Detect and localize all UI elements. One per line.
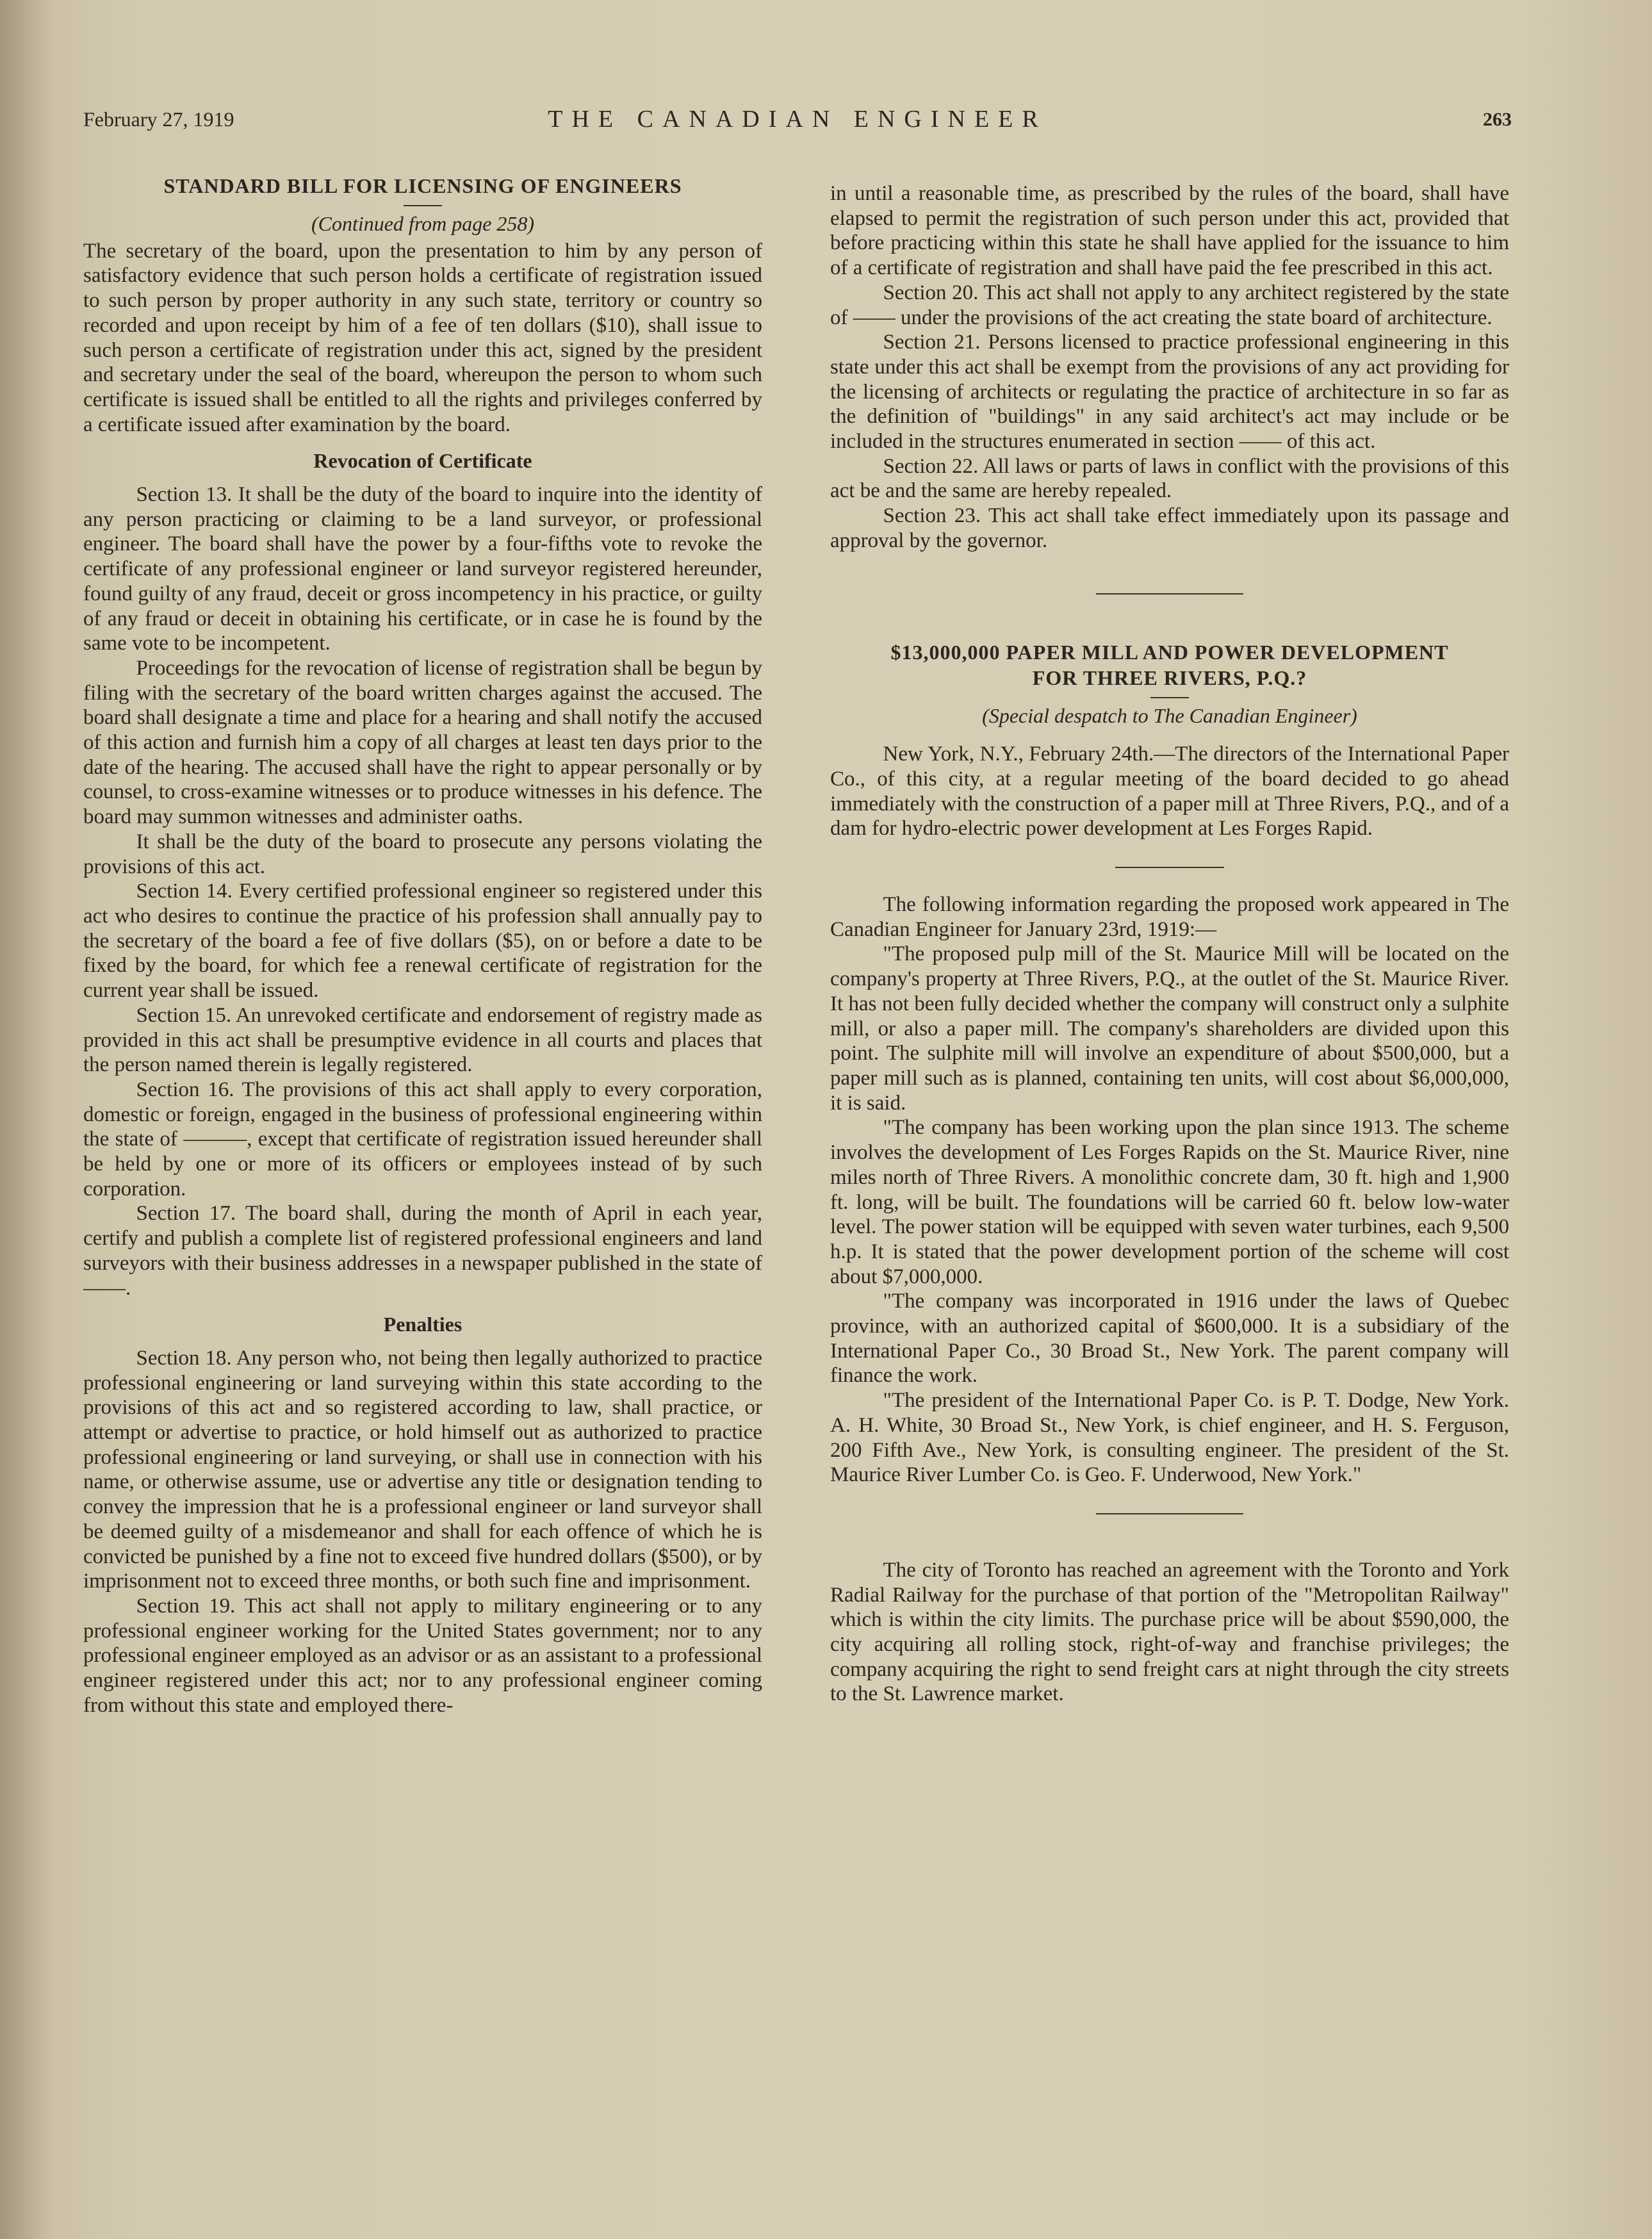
paragraph-quote-plan: "The company has been working upon the plan since 1913. The scheme involves the development of Les Forges Rapids on the St. Maurice River, nine miles north of Three Rivers. A monolithic concrete dam, 30 ft. high and 1,900 ft. long, will be built. The foundations will be carried 60 ft. below low-water level. The power station will be equipped with seven water turbines, each 9,500 h.p. It is stated that the power development portion of the scheme will cost about $7,000,000. xyxy=(830,1116,1509,1288)
journal-title: THE CANADIAN ENGINEER xyxy=(548,106,1047,133)
paragraph-section-15: Section 15. An unrevoked certificate and endorsement of registry made as provided in this act shall be presumptive evidence in all courts and places that the person named therein is legally registered. xyxy=(83,1003,762,1077)
title-rule xyxy=(1150,697,1189,698)
paragraph-section-14: Section 14. Every certified professional engineer so registered under this act who desires to continue the practice of his profession shall annually pay to the secretary of the board a fee of five dollars ($5), on or before a date to be fixed by the board, for which fee a renewal certificate of registration for the current year shall be issued. xyxy=(83,880,762,1003)
paragraph-quote-incorporated: "The company was incorporated in 1916 under the laws of Quebec province, with an authorized capital of $600,000. It is a subsidiary of the International Paper Co., 30 Broad St., New York. The parent company will finance the work. xyxy=(830,1290,1509,1388)
binding-shadow xyxy=(0,0,51,2239)
left-column xyxy=(83,173,762,1718)
section-separator xyxy=(1115,867,1224,868)
paragraph-new-york: New York, N.Y., February 24th.—The directors of the International Paper Co., of this city, at a regular meeting of the board decided to go ahead immediately with the construction of a paper mill at Three Rivers, P.Q., and of a dam for hydro-electric power development at Les Forges Rapid. xyxy=(830,742,1509,841)
continued-note: (Continued from page 258) xyxy=(311,212,535,235)
article-title: STANDARD BILL FOR LICENSING OF ENGINEERS xyxy=(163,174,682,197)
page-header xyxy=(83,105,1512,144)
paragraph-registration: The secretary of the board, upon the presentation to him by any person of satisfactory evidence that such person holds a certificate of registration issued to such person by proper authority in any such state, territory or country so recorded and upon receipt by him of a fee of ten dollars ($10), shall issue to such person a certificate of registration under this act, signed by the president and secretary under the seal of the board, whereupon the person to whom such certificate is issued shall be entitled to all the rights and privileges conferred by a certificate issued after examination by the board. xyxy=(83,239,762,436)
paragraph-toronto: The city of Toronto has reached an agreement with the Toronto and York Radial Railway for the purchase of that portion of the "Metropolitan Railway" which is within the city limits. The purchase price will be about $590,000, the city acquiring all rolling stock, right-of-way and franchise privileges; the company acquiring the right to send freight cars at night through the city streets to the St. Lawrence market. xyxy=(830,1558,1509,1706)
paper-mill-title-line-1: $13,000,000 PAPER MILL AND POWER DEVELOPMENT xyxy=(890,640,1449,664)
paragraph-section-23: Section 23. This act shall take effect immediately upon its passage and approval by the governor. xyxy=(830,504,1509,552)
paragraph-section-16: Section 16. The provisions of this act shall apply to every corporation, domestic or foreign, engaged in the business of professional engineering within the state of ———, except that certificate of registration issued hereunder shall be held by one or more of its officers or employees instead of by such corporation. xyxy=(83,1078,762,1201)
paragraph-section-13: Section 13. It shall be the duty of the board to inquire into the identity of any person practicing or claiming to be a land surveyor, or professional engineer. The board shall have the power by a four-fifths vote to revoke the certificate of any professional engineer or land surveyor registered hereunder, found guilty of any fraud, deceit or gross incompetency in his practice, or guilty of any fraud or deceit in obtaining his certificate, or in case he is found by the same vote to be incompetent. xyxy=(83,483,762,655)
title-rule xyxy=(404,205,442,206)
issue-date: February 27, 1919 xyxy=(83,108,234,131)
paragraph-section-18: Section 18. Any person who, not being then legally authorized to practice professional engineering or land surveying within this state according to the provisions of this act and so registered according to law, shall practice, or attempt or advertise to practice, or hold himself out as authorized to practice professional engineering or land surveying, or shall use in connection with his name, or otherwise assume, use or advertise any title or designation tending to convey the impression that he is a professional engineer or land surveyor shall be deemed guilty of a misdemeanor and shall for each offence of which he is convicted be punished by a fine not to exceed five hundred dollars ($500), or by imprisonment not to exceed three months, or both such fine and imprisonment. xyxy=(83,1346,762,1593)
section-separator xyxy=(1096,1513,1243,1514)
heading-penalties: Penalties xyxy=(383,1313,462,1336)
paragraph-following: The following information regarding the proposed work appeared in The Canadian Engineer for January 23rd, 1919:— xyxy=(830,893,1509,941)
despatch-note: (Special despatch to The Canadian Engineer) xyxy=(982,703,1357,727)
paragraph-section-17: Section 17. The board shall, during the month of April in each year, certify and publish a complete list of registered professional engineers and land surveyors with their business addresses in a newspaper published in the state of ——. xyxy=(83,1202,762,1300)
paragraph-continuation: in until a reasonable time, as prescribed by the rules of the board, shall have elapsed to permit the registration of such person under this act, provided that before practicing within this state he shall have applied for the issuance to him of a certificate of registration and shall have paid the fee prescribed in this act. xyxy=(830,182,1509,280)
paper-mill-title-line-2: FOR THREE RIVERS, P.Q.? xyxy=(1032,666,1307,689)
right-column xyxy=(830,181,1509,1707)
paragraph-section-21: Section 21. Persons licensed to practice professional engineering in this state under this act shall be exempt from the provisions of any act providing for the licensing of architects or regulating the practice of architecture in so far as the definition of "buildings" in any said architect's act may include or be included in the structures enumerated in section —— of this act. xyxy=(830,331,1509,454)
paragraph-quote-president: "The president of the International Paper Co. is P. T. Dodge, New York. A. H. White, 30 Broad St., New York, is chief engineer, and H. S. Ferguson, 200 Fifth Ave., New York, is consulting engineer. The president of the St. Maurice River Lumber Co. is Geo. F. Underwood, New York." xyxy=(830,1389,1509,1487)
paragraph-section-22: Section 22. All laws or parts of laws in conflict with the provisions of this act be and the same are hereby repealed. xyxy=(830,454,1509,503)
paragraph-quote-pulp-mill: "The proposed pulp mill of the St. Maurice Mill will be located on the company's property at Three Rivers, P.Q., at the outlet of the St. Maurice River. It has not been fully decided whether the company will construct only a sulphite mill, or also a paper mill. The company's shareholders are divided upon this point. The sulphite mill will involve an expenditure of about $500,000, but a paper mill such as is planned, containing ten units, will cost about $6,000,000, it is said. xyxy=(830,942,1509,1115)
paragraph-section-20: Section 20. This act shall not apply to any architect registered by the state of —— under the provisions of the act creating the state board of architecture. xyxy=(830,281,1509,329)
heading-revocation: Revocation of Certificate xyxy=(313,449,532,473)
page-number: 263 xyxy=(1483,109,1512,130)
paragraph-prosecute: It shall be the duty of the board to prosecute any persons violating the provisions of this act. xyxy=(83,830,762,878)
paragraph-section-19: Section 19. This act shall not apply to military engineering or to any professional engineer working for the United States government; nor to any professional engineer employed as an advisor or as an assistant to a professional engineer registered under this act; nor to any professional engineer coming from without this state and employed there- xyxy=(83,1594,762,1717)
paragraph-proceedings: Proceedings for the revocation of license of registration shall be begun by filing with the secretary of the board written charges against the accused. The board shall designate a time and place for a hearing and shall notify the accused of this action and furnish him a copy of all charges at least ten days prior to the date of the hearing. The accused shall have the right to appear personally or by counsel, to cross-examine witnesses or to produce witnesses in his defence. The board may summon witnesses and administer oaths. xyxy=(83,656,762,829)
